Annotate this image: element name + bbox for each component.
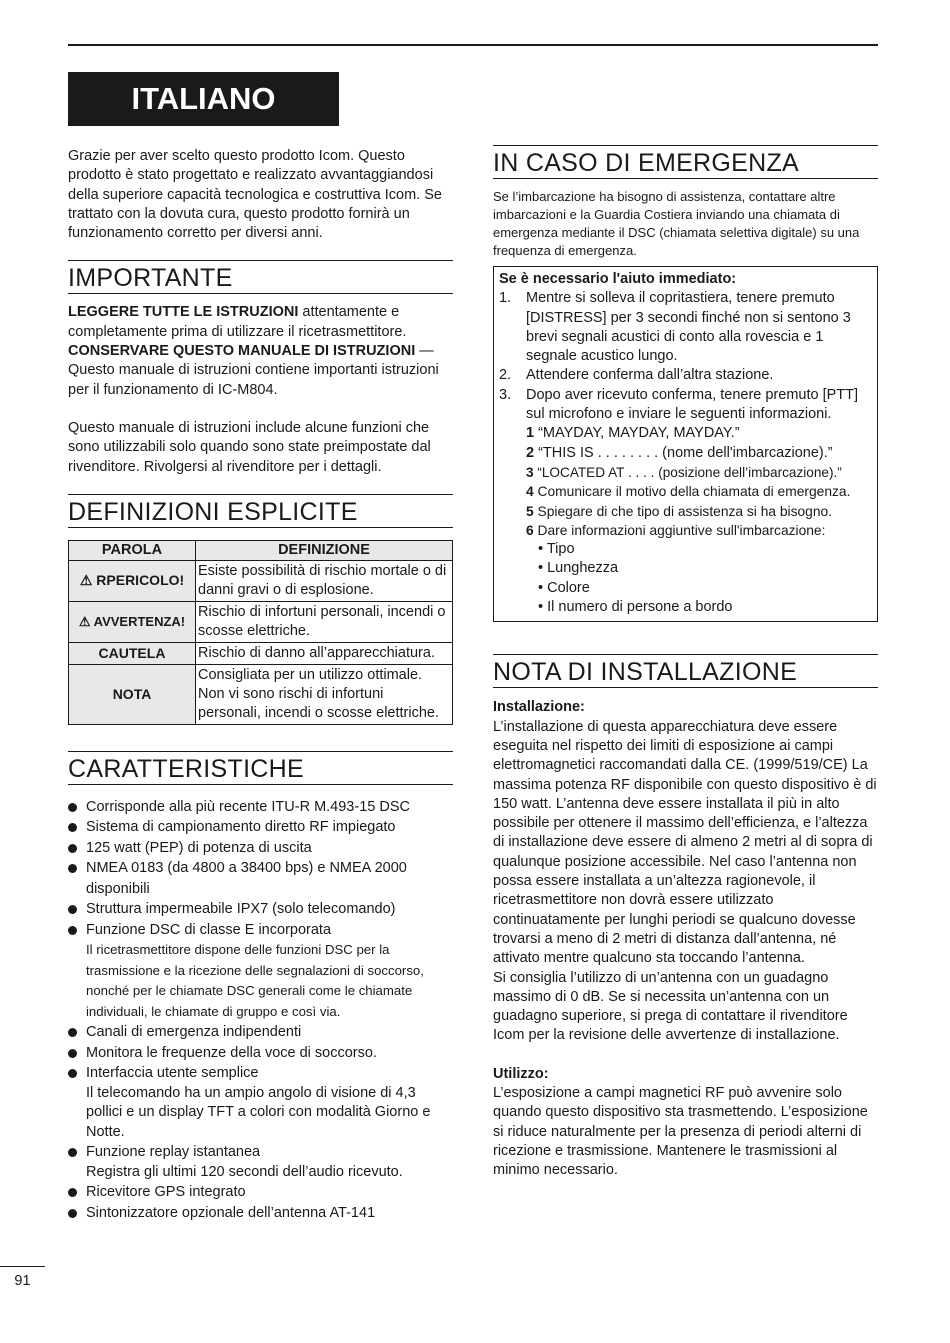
importante-title: IMPORTANTE xyxy=(68,260,453,294)
word-cell xyxy=(69,601,196,642)
feature-text: Funzione DSC di classe E incorporata xyxy=(86,921,332,938)
definition-cell: Consigliata per un utilizzo ottimale. Non vi sono rischi di infortuni personali, incendi o scosse elettriche. xyxy=(196,664,453,724)
list-item xyxy=(68,1203,453,1224)
definizioni-title: DEFINIZIONI ESPLICITE xyxy=(68,494,453,528)
list-item xyxy=(68,838,453,859)
definition-cell: Rischio di infortuni personali, incendi o scosse elettriche. xyxy=(196,601,453,642)
feature-text: NMEA 0183 (da 4800 a 38400 bps) e NMEA 2000 disponibili xyxy=(86,860,407,897)
word-cell: CAUTELA xyxy=(69,642,196,664)
substep-text: “MAYDAY, MAYDAY, MAYDAY.” xyxy=(534,425,740,442)
col-word-header: PAROLA xyxy=(69,540,196,560)
bullet-dot-icon xyxy=(68,803,77,812)
bullet-dot-icon xyxy=(68,844,77,853)
list-item xyxy=(68,1063,453,1142)
bullet-dot-icon xyxy=(68,1028,77,1037)
feature-description: Registra gli ultimi 120 secondi dell’audio ricevuto. xyxy=(86,1163,403,1180)
table-row xyxy=(69,664,453,724)
list-item xyxy=(68,920,453,1023)
list-item xyxy=(68,1142,453,1182)
installazione-paragraph-2: Si consiglia l’utilizzo di un’antenna con un guadagno massimo di 0 dB. Se si necessita un’antenna con un guadagno superiore, si prega di contattare il rivenditore Icom per la revisione delle avvertenze di installazione. xyxy=(493,969,848,1044)
intro-paragraph: Grazie per aver scelto questo prodotto Icom. Questo prodotto è stato progettato e realizzato avvantaggiandosi della superiore capacità tecnologica e costruttiva Icom. Se trattato con la dovuta cura, questo prodotto fornirà un funzionamento corretto per diversi anni. xyxy=(68,148,442,242)
list-item xyxy=(68,817,453,838)
emergency-substep xyxy=(499,502,872,521)
bullet-dot-icon xyxy=(68,1148,77,1157)
feature-text: Corrisponde alla più recente ITU-R M.493-15 DSC xyxy=(86,798,410,815)
list-item xyxy=(68,899,453,920)
word-label: AVVERTENZA! xyxy=(93,614,186,630)
bullet-dot-icon xyxy=(68,1209,77,1218)
substep-text: “LOCATED AT . . . . (posizione dell’imbarcazione).” xyxy=(533,464,842,480)
step-text: Mentre si solleva il copritastiera, tenere premuto [DISTRESS] per 3 secondi finché non si sentono 3 brevi segnali acustici di conto alla rovescia e 1 segnale acustico lungo. xyxy=(526,290,851,365)
feature-text: Struttura impermeabile IPX7 (solo telecomando) xyxy=(86,901,396,918)
substep-text: Spiegare di che tipo di assistenza si ha bisogno. xyxy=(533,503,833,519)
substep-text: Dare informazioni aggiuntive sull'imbarcazione: xyxy=(533,522,826,538)
list-item: • Colore xyxy=(538,579,590,596)
list-item xyxy=(68,858,453,899)
emergency-box-title: Se è necessario l'aiuto immediato: xyxy=(499,271,737,287)
features-list xyxy=(68,797,453,1224)
utilizzo-heading: Utilizzo: xyxy=(493,1065,549,1082)
importante-p1-bold: LEGGERE TUTTE LE ISTRUZIONI xyxy=(68,304,299,321)
emergency-substep xyxy=(499,521,872,540)
word-cell: NOTA xyxy=(69,664,196,724)
importante-p1-rest: attentamente e completamente prima di utilizzare il ricetrasmettitore. xyxy=(68,304,407,340)
table-row xyxy=(69,560,453,601)
feature-description: Il telecomando ha un ampio angolo di visione di 4,3 pollici e un display TFT a colori con modalità Giorno e Notte. xyxy=(86,1084,431,1140)
installazione-paragraph-1: L’installazione di questa apparecchiatura deve essere eseguita nel rispetto dei limiti di esposizione ai campi elettromagnetici raccomandati dalla CE. (1999/519/CE) La massima potenza RF disponibile con questo dispositivo è di 150 watt. L’antenna deve essere installata il più in alto possibile per ottenere il massimo dell’efficienza, e l’altezza di installazione deve essere di almeno 2 metri al di sopra di qualunque posizione accessibile. Nel caso l’antenna non possa essere installata a un’altezza ragionevole, il ricetrasmettitore non dovrà essere utilizzato continuatamente per lunghi periodi se qualcuno dovesse trovarsi a meno di 2 metri di distanza dall’antenna, né attivato mentre qualcuno sta toccando l’antenna. xyxy=(493,718,877,967)
emergency-step xyxy=(499,289,872,366)
installazione-heading: Installazione: xyxy=(493,699,585,716)
substep-number: 4 xyxy=(526,484,534,500)
installazione-title: NOTA DI INSTALLAZIONE xyxy=(493,654,878,688)
feature-text: Sistema di campionamento diretto RF impiegato xyxy=(86,819,396,836)
bullet-dot-icon xyxy=(68,864,77,873)
importante-p2-rest: — Questo manuale di istruzioni contiene importanti istruzioni per il funzionamento di IC-M804. xyxy=(68,343,439,398)
substep-text: Comunicare il motivo della chiamata di emergenza. xyxy=(533,484,851,500)
feature-text: Ricevitore GPS integrato xyxy=(86,1184,246,1201)
list-item: • Il numero di persone a bordo xyxy=(538,599,733,616)
emergency-step xyxy=(499,366,872,385)
bullet-dot-icon xyxy=(68,905,77,914)
language-banner: ITALIANO xyxy=(68,72,339,126)
step-number: 2. xyxy=(499,367,512,384)
table-row xyxy=(69,601,453,642)
warning-triangle-icon: ⚠ xyxy=(78,614,91,630)
word-cell xyxy=(69,560,196,601)
bullet-dot-icon xyxy=(68,926,77,935)
step-number: 1. xyxy=(499,290,512,307)
right-column xyxy=(493,145,878,1180)
col-def-header: DEFINIZIONE xyxy=(196,540,453,560)
substep-number: 1 xyxy=(526,425,535,442)
list-item xyxy=(68,797,453,818)
step-text: Dopo aver ricevuto conferma, tenere premuto [PTT] sul microfono e inviare le seguenti informazioni. xyxy=(526,386,859,423)
substep-number: 2 xyxy=(526,444,535,461)
emergency-substep xyxy=(499,444,872,463)
emergency-substep xyxy=(499,482,872,501)
bullet-dot-icon xyxy=(68,1049,77,1058)
list-item: • Tipo xyxy=(538,541,575,558)
substep-number: 3 xyxy=(526,464,534,480)
caratteristiche-title: CARATTERISTICHE xyxy=(68,751,453,785)
emergency-step xyxy=(499,386,872,425)
feature-description: Il ricetrasmettitore dispone delle funzioni DSC per la trasmissione e la ricezione delle segnalazioni di soccorso, nonché per le chiamate DSC generali come le chiamate individuali, le chiamate di gruppo e così via. xyxy=(86,942,424,1019)
feature-text: Canali di emergenza indipendenti xyxy=(86,1024,302,1041)
warning-triangle-icon: ⚠ xyxy=(79,572,93,589)
bullet-dot-icon xyxy=(68,823,77,832)
page-number: 91 xyxy=(0,1266,45,1289)
word-label: RPERICOLO! xyxy=(96,572,185,589)
list-item: • Lunghezza xyxy=(538,560,619,577)
importante-paragraph-1 xyxy=(68,303,453,342)
feature-text: 125 watt (PEP) di potenza di uscita xyxy=(86,839,312,856)
definitions-table xyxy=(68,540,453,725)
definition-cell: Esiste possibilità di rischio mortale o di danni gravi o di esplosione. xyxy=(196,560,453,601)
importante-paragraph-2 xyxy=(68,342,453,400)
emergency-substep xyxy=(499,424,872,443)
bullet-dot-icon xyxy=(68,1069,77,1078)
feature-text: Funzione replay istantanea xyxy=(86,1144,261,1161)
importante-paragraph-3: Questo manuale di istruzioni include alcune funzioni che sono utilizzabili solo quando sono state preimpostate dal rivenditore. Rivolgersi al rivenditore per i dettagli. xyxy=(68,419,431,475)
emergency-procedure-box xyxy=(493,266,878,622)
emergenza-title: IN CASO DI EMERGENZA xyxy=(493,145,878,179)
top-rule xyxy=(68,44,878,46)
definition-cell: Rischio di danno all’apparecchiatura. xyxy=(196,642,453,664)
feature-text: Sintonizzatore opzionale dell’antenna AT-141 xyxy=(86,1204,376,1221)
table-header-row xyxy=(69,540,453,560)
feature-text: Interfaccia utente semplice xyxy=(86,1065,259,1082)
emergenza-intro: Se l’imbarcazione ha bisogno di assistenza, contattare altre imbarcazioni e la Guardia Costiera inviando una chiamata di emergenza mediante il DSC (chiamata selettiva digitale) su una frequenza di emergenza. xyxy=(493,189,860,258)
list-item xyxy=(68,1182,453,1203)
substep-number: 5 xyxy=(526,503,534,519)
left-column xyxy=(68,147,453,1223)
list-item xyxy=(68,1043,453,1064)
table-row xyxy=(69,642,453,664)
step-text: Attendere conferma dall’altra stazione. xyxy=(526,367,774,384)
step-number: 3. xyxy=(499,386,512,403)
feature-text: Monitora le frequenze della voce di soccorso. xyxy=(86,1044,377,1061)
emergency-substep xyxy=(499,463,872,482)
substep-text: “THIS IS . . . . . . . . (nome dell'imbarcazione).” xyxy=(534,444,833,461)
list-item xyxy=(68,1022,453,1043)
substep-number: 6 xyxy=(526,522,534,538)
utilizzo-paragraph: L’esposizione a campi magnetici RF può avvenire solo quando questo dispositivo sta trasmettendo. L’esposizione si riduce naturalmente per la presenza di periodi alterni di ricezione e trasmissione. Mantenere le trasmissioni al minimo necessario. xyxy=(493,1084,868,1179)
bullet-dot-icon xyxy=(68,1188,77,1197)
importante-p2-bold: CONSERVARE QUESTO MANUALE DI ISTRUZIONI xyxy=(68,343,416,360)
